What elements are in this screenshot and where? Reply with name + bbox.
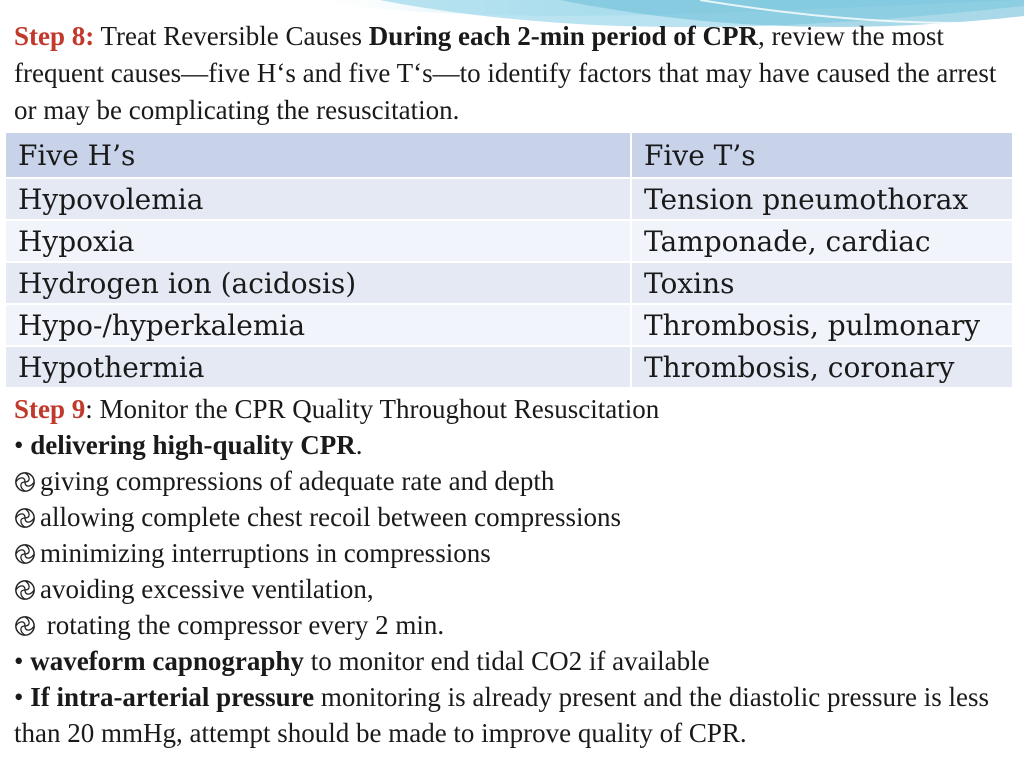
bullet2-bold: waveform capnography bbox=[30, 646, 304, 676]
bullet-item bbox=[14, 427, 1014, 463]
sub-item bbox=[14, 607, 1014, 643]
table-cell: Toxins bbox=[631, 262, 1013, 304]
bullet2-text: to monitor end tidal CO2 if available bbox=[303, 646, 710, 676]
sub-item bbox=[14, 571, 1014, 607]
bullet1-end: . bbox=[355, 430, 363, 460]
table-row bbox=[5, 178, 1013, 220]
sub-item-text: giving compressions of adequate rate and depth bbox=[40, 466, 555, 496]
bullet3-text: monitoring is already present and the diastolic pressure is less than 20 mmHg, attempt should be made to improve quality of CPR. bbox=[14, 682, 989, 748]
bullet3-bold: If intra-arterial pressure bbox=[30, 682, 315, 712]
step8-paragraph bbox=[14, 18, 1014, 129]
bullet-dot-icon: • bbox=[14, 682, 31, 712]
step8-bold-phrase: During each 2-min period of CPR bbox=[368, 21, 758, 51]
table-row bbox=[5, 262, 1013, 304]
sub-item bbox=[14, 463, 1014, 499]
table-cell: Tamponade, cardiac bbox=[631, 220, 1013, 262]
table-cell: Hypovolemia bbox=[5, 178, 631, 220]
step9-label: Step 9 bbox=[14, 394, 86, 424]
table-cell: Thrombosis, pulmonary bbox=[631, 304, 1013, 346]
swirl-bullet-icon bbox=[14, 615, 36, 637]
bullet1-bold: delivering high-quality CPR bbox=[30, 430, 356, 460]
table-row bbox=[5, 346, 1013, 388]
table-row bbox=[5, 220, 1013, 262]
swirl-bullet-icon bbox=[14, 579, 36, 601]
table-header-cell: Five H’s bbox=[5, 132, 631, 178]
sub-item-text: minimizing interruptions in compressions bbox=[40, 538, 491, 568]
sub-item-text: allowing complete chest recoil between compressions bbox=[40, 502, 622, 532]
table-cell: Hydrogen ion (acidosis) bbox=[5, 262, 631, 304]
table-header-row bbox=[5, 132, 1013, 178]
step9-title: : Monitor the CPR Quality Throughout Resuscitation bbox=[85, 394, 660, 424]
bullet-item bbox=[14, 643, 1014, 679]
swirl-bullet-icon bbox=[14, 543, 36, 565]
table-cell: Hypoxia bbox=[5, 220, 631, 262]
swirl-bullet-icon bbox=[14, 507, 36, 529]
table-cell: Tension pneumothorax bbox=[631, 178, 1013, 220]
sub-item bbox=[14, 535, 1014, 571]
bullet-dot-icon: • bbox=[14, 430, 31, 460]
table-cell: Hypo-/hyperkalemia bbox=[5, 304, 631, 346]
step8-text: , review the most frequent causes—five H‘s and five T‘s—to identify factors that may have caused the arrest or may be complicating the resuscitation. bbox=[14, 21, 997, 125]
bullet-item bbox=[14, 679, 1014, 751]
bullet-dot-icon: • bbox=[14, 646, 31, 676]
swirl-bullet-icon bbox=[14, 471, 36, 493]
table-header-cell: Five T’s bbox=[631, 132, 1013, 178]
slide-content bbox=[14, 18, 1014, 751]
table-cell: Thrombosis, coronary bbox=[631, 346, 1013, 388]
step9-section bbox=[14, 391, 1014, 751]
sub-item-text: avoiding excessive ventilation, bbox=[40, 574, 374, 604]
hs-ts-table bbox=[4, 131, 1014, 389]
sub-item bbox=[14, 499, 1014, 535]
step8-title: Treat Reversible Causes bbox=[94, 21, 369, 51]
sub-item-text: rotating the compressor every 2 min. bbox=[40, 610, 445, 640]
table-row bbox=[5, 304, 1013, 346]
step8-label: Step 8: bbox=[14, 21, 95, 51]
step9-heading bbox=[14, 391, 1014, 427]
table-cell: Hypothermia bbox=[5, 346, 631, 388]
